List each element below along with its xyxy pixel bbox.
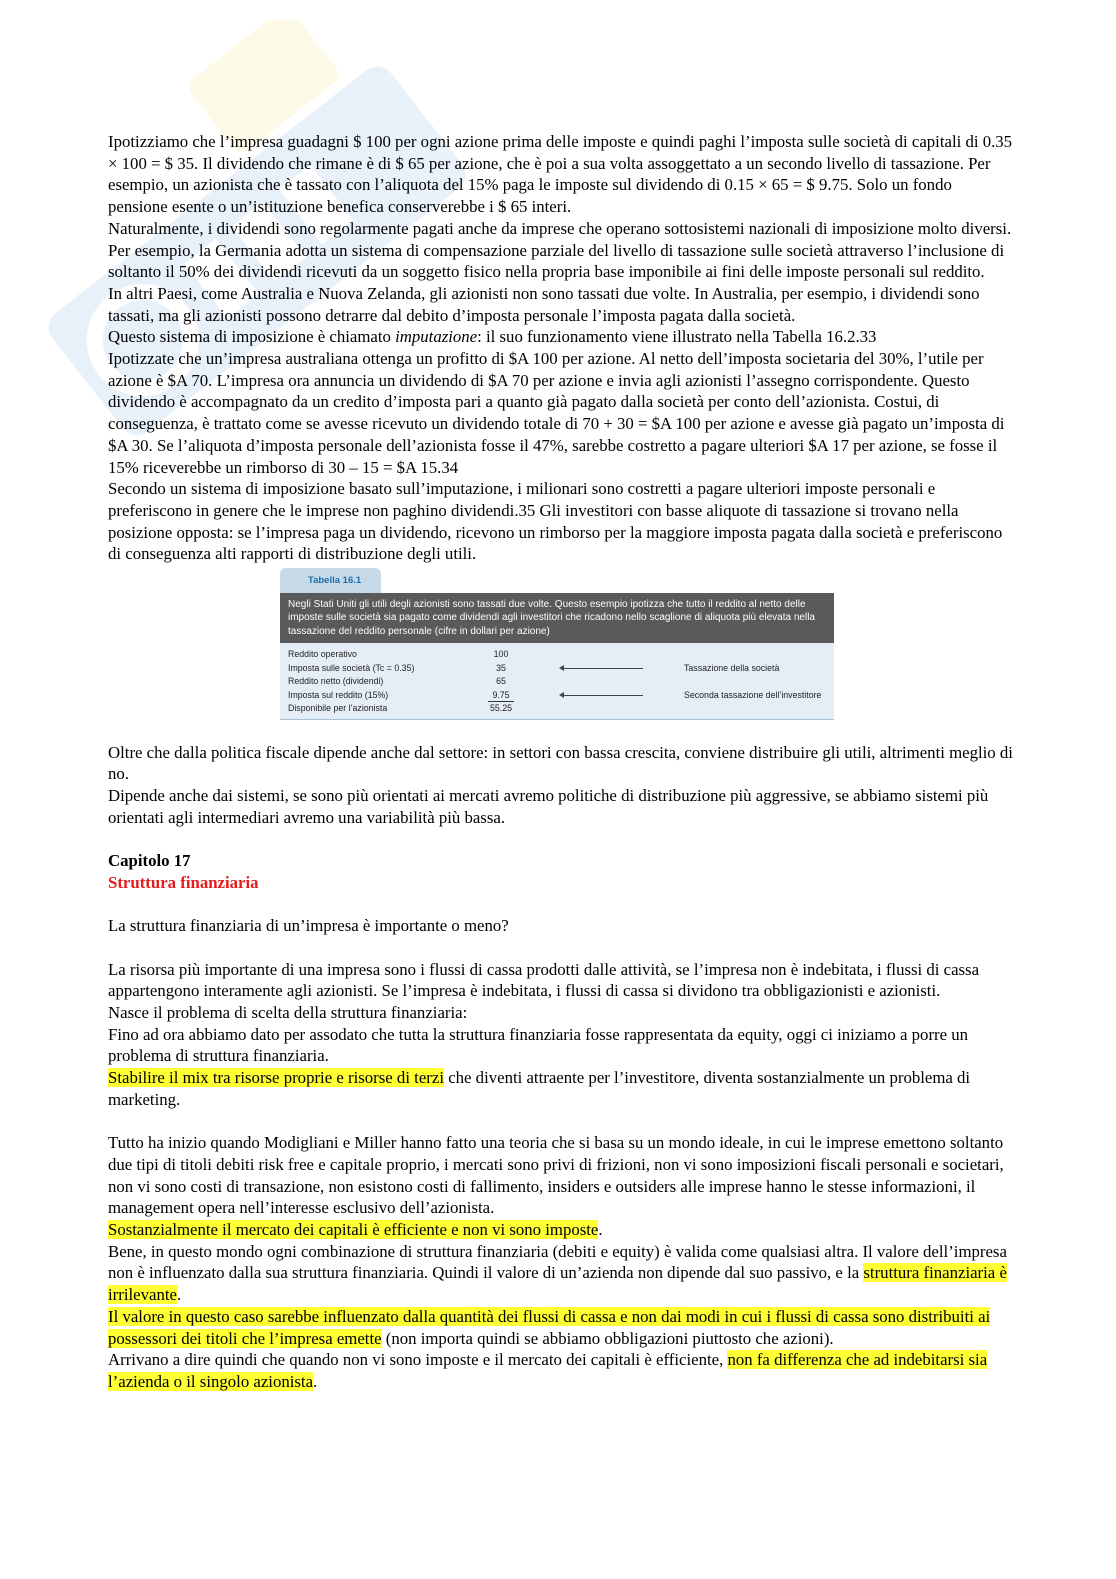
valid-pre: Bene, in questo mondo ogni combinazione di struttura finanziaria (debiti e equity) è valida come qualsiasi altra. Il valore dell’impresa non è influenzato dalla sua struttura finanziaria. Quindi il valore di un’azienda non dipende dal suo passivo, e la	[108, 1241, 1007, 1283]
paragraph-value	[108, 1306, 1014, 1349]
paragraph-conclusion	[108, 1349, 1014, 1392]
value-rest: (non importa quindi se abbiamo obbligazioni piuttosto che azioni).	[381, 1328, 834, 1348]
row-label: Imposta sul reddito (15%)	[288, 689, 389, 700]
final-pre: Arrivano a dire quindi che quando non vi sono imposte e il mercato dei capitali è efficiente,	[108, 1350, 728, 1370]
highlight-value: Il valore in questo caso sarebbe influenzato dalla quantità dei flussi di cassa e non dai modi in cui i flussi di cassa sono distribuiti ai possessori dei titoli che l’impresa emette	[108, 1306, 991, 1348]
table-16-1	[280, 567, 834, 720]
row-value: 100	[493, 648, 509, 659]
table-row	[288, 702, 826, 716]
spacer	[108, 937, 1014, 959]
paragraph-problem: Nasce il problema di scelta della struttura finanziaria:	[108, 1003, 468, 1023]
highlight-mix: Stabilire il mix tra risorse proprie e risorse di terzi	[108, 1068, 444, 1088]
imputation-post: : il suo funzionamento viene illustrato nella Tabella 16.2.33	[477, 327, 877, 347]
paragraph-australia: In altri Paesi, come Australia e Nuova Zelanda, gli azionisti non sono tassati due volte. In Australia, per esempio, i dividendi sono tassati, ma gli azionisti possono detrarre dal debito d’imposta personale l’imposta pagata dalla società.	[108, 283, 980, 325]
paragraph-question: La struttura finanziaria di un’impresa è importante o meno?	[108, 916, 509, 936]
spacer	[108, 1111, 1014, 1133]
row-value-underlined: 9.75	[488, 689, 514, 702]
row-value: 65	[496, 676, 506, 687]
row-label: Imposta sulle società (Tc = 0.35)	[288, 662, 415, 673]
paragraph-germany: Naturalmente, i dividendi sono regolarmente pagati anche da imprese che operano sottosistemi nazionali di imposizione molto diversi. Per esempio, la Germania adotta un sistema di compensazione parziale del livello di tassazione sulle società attraverso l’inclusione di soltanto il 50% dei dividendi ricevuti da un soggetto fisico nella propria base imponibile ai fini delle imposte personali sul reddito.	[108, 218, 1012, 282]
table-row	[288, 689, 826, 703]
paragraph-sector: Oltre che dalla politica fiscale dipende anche dal settore: in settori con bassa crescita, conviene distribuire gli utili, altrimenti meglio di no.	[108, 742, 1013, 784]
paragraph-mix	[108, 1067, 1014, 1110]
row-note: Seconda tassazione dell’investitore	[684, 689, 822, 700]
arrow-left-icon	[563, 668, 643, 669]
table-row	[288, 675, 826, 689]
paragraph-australian-firm: Ipotizzate che un’impresa australiana ottenga un profitto di $A 100 per azione. Al netto dell’imposta societaria del 30%, l’utile per azione è $A 70. L’impresa ora annuncia un dividendo di $A 70 per azione e invia agli azionisti l’assegno corrispondente. Questo dividendo è accompagnato da un credito d’imposta pari a quanto già pagato dalla società per conto dell’azionista. Costui, di conseguenza, è trattato come se avesse ricevuto un dividendo totale di 70 + 30 = $A 100 per azione e avesse già pagato un’imposta di $A 30. Se l’aliquota d’imposta personale dell’azionista fosse il 47%, sarebbe costretto a pagare ulteriori $A 17 per azione, se fosse il 15% riceverebbe un rimborso di 30 – 15 = $A 15.34	[108, 349, 1005, 477]
row-value	[476, 689, 526, 703]
mix-rest: che diventi attraente per l’investitore, diventa sostanzialmente un problema di marketing.	[108, 1068, 971, 1109]
highlight-conclusion: non fa differenza che ad indebitarsi sia l’azienda o il singolo azionista	[108, 1350, 988, 1391]
row-label: Reddito operativo	[288, 648, 357, 659]
paragraph-tax-example: Ipotizziamo che l’impresa guadagni $ 100 per ogni azione prima delle imposte e quindi paghi l’imposta sulle società di capitali di 0.35 × 100 = $ 35. Il dividendo che rimane è di $ 65 per azione, che è poi a sua volta assoggettato a un secondo livello di tassazione. Per esempio, un azionista che è tassato con l’aliquota del 15% paga le imposte sul dividendo di 0.15 × 65 = $ 9.75. Solo un fondo pensione esente o un’istituzione benefica conserverebbe i $ 65 interi.	[108, 132, 1013, 217]
paragraph-modigliani-miller: Tutto ha inizio quando Modigliani e Miller hanno fatto una teoria che si basa su un mondo ideale, in cui le imprese emettono soltanto due tipi di titoli debiti risk free e capitale proprio, i mercati sono privi di frizioni, non vi sono imposizioni fiscali personali e societari, non vi sono costi di transazione, non esistono costi di fallimento, insiders e outsiders alle imprese hanno le stesse informazioni, il management opera nell’interesse esclusivo dell’azionista.	[108, 1133, 1004, 1218]
paragraph-irrelevant	[108, 1241, 1014, 1306]
paragraph-imputation	[108, 326, 1014, 348]
paragraph-equity: Fino ad ora abbiamo dato per assodato che tutta la struttura finanziaria fosse rappresentata da equity, oggi ci iniziamo a porre un problema di struttura finanziaria.	[108, 1024, 969, 1066]
imputation-pre: Questo sistema di imposizione è chiamato	[108, 327, 396, 347]
paragraph-millionaires: Secondo un sistema di imposizione basato sull’imputazione, i milionari sono costretti a pagare ulteriori imposte personali e preferiscono in genere che le imprese non paghino dividendi.35 Gli investitori con basse aliquote di tassazione si trovano nella posizione opposta: se l’impresa paga un dividendo, ricevono un rimborso per la maggiore imposta pagata dalla società e preferiscono di conseguenza alti rapporti di distribuzione degli utili.	[108, 479, 1003, 564]
chapter-label: Capitolo 17	[108, 851, 191, 871]
valid-post: .	[176, 1285, 182, 1305]
table-row	[288, 662, 826, 676]
row-value: 55.25	[489, 703, 512, 714]
spacer	[108, 720, 1014, 742]
row-note: Tassazione della società	[684, 662, 780, 673]
table-header: Negli Stati Uniti gli utili degli azionisti sono tassati due volte. Questo esempio ipotizza che tutto il reddito al netto delle imposte sulle società sia pagato come dividendi agli investitori che ricadono nello scaglione di aliquota più elevata nella tassazione del reddito personale (cifre in dollari per azione)	[280, 593, 834, 643]
row-value: 35	[496, 662, 506, 673]
efficient-rest: .	[598, 1220, 603, 1240]
spacer	[108, 894, 1014, 916]
paragraph-cash-flows: La risorsa più importante di una impresa sono i flussi di cassa prodotti dalle attività, se l’impresa non è indebitata, i flussi di cassa appartengono interamente agli azionisti. Se l’impresa è indebitata, i flussi di cassa si dividono tra obbligazionisti e azionisti.	[108, 959, 980, 1001]
document-body	[108, 131, 1014, 1393]
table-tab-label: Tabella 16.1	[280, 568, 381, 593]
table-row	[288, 648, 826, 662]
final-post: .	[313, 1371, 318, 1391]
paragraph-systems: Dipende anche dai sistemi, se sono più orientati ai mercati avremo politiche di distribuzione più aggressive, se abbiamo sistemi più orientati agli intermediari avremo una variabilità più bassa.	[108, 786, 989, 827]
spacer	[108, 828, 1014, 850]
table-body	[280, 643, 834, 720]
highlight-irrelevant: struttura finanziaria è irrilevante	[108, 1263, 1007, 1305]
imputation-term: imputazione	[395, 327, 478, 347]
arrow-left-icon	[563, 695, 643, 696]
row-label: Disponibile per l’azionista	[288, 703, 388, 714]
chapter-title: Struttura finanziaria	[108, 872, 259, 892]
highlight-efficient: Sostanzialmente il mercato dei capitali è efficiente e non vi sono imposte	[108, 1220, 599, 1240]
paragraph-efficient	[108, 1219, 1014, 1241]
row-label: Reddito netto (dividendi)	[288, 676, 384, 687]
